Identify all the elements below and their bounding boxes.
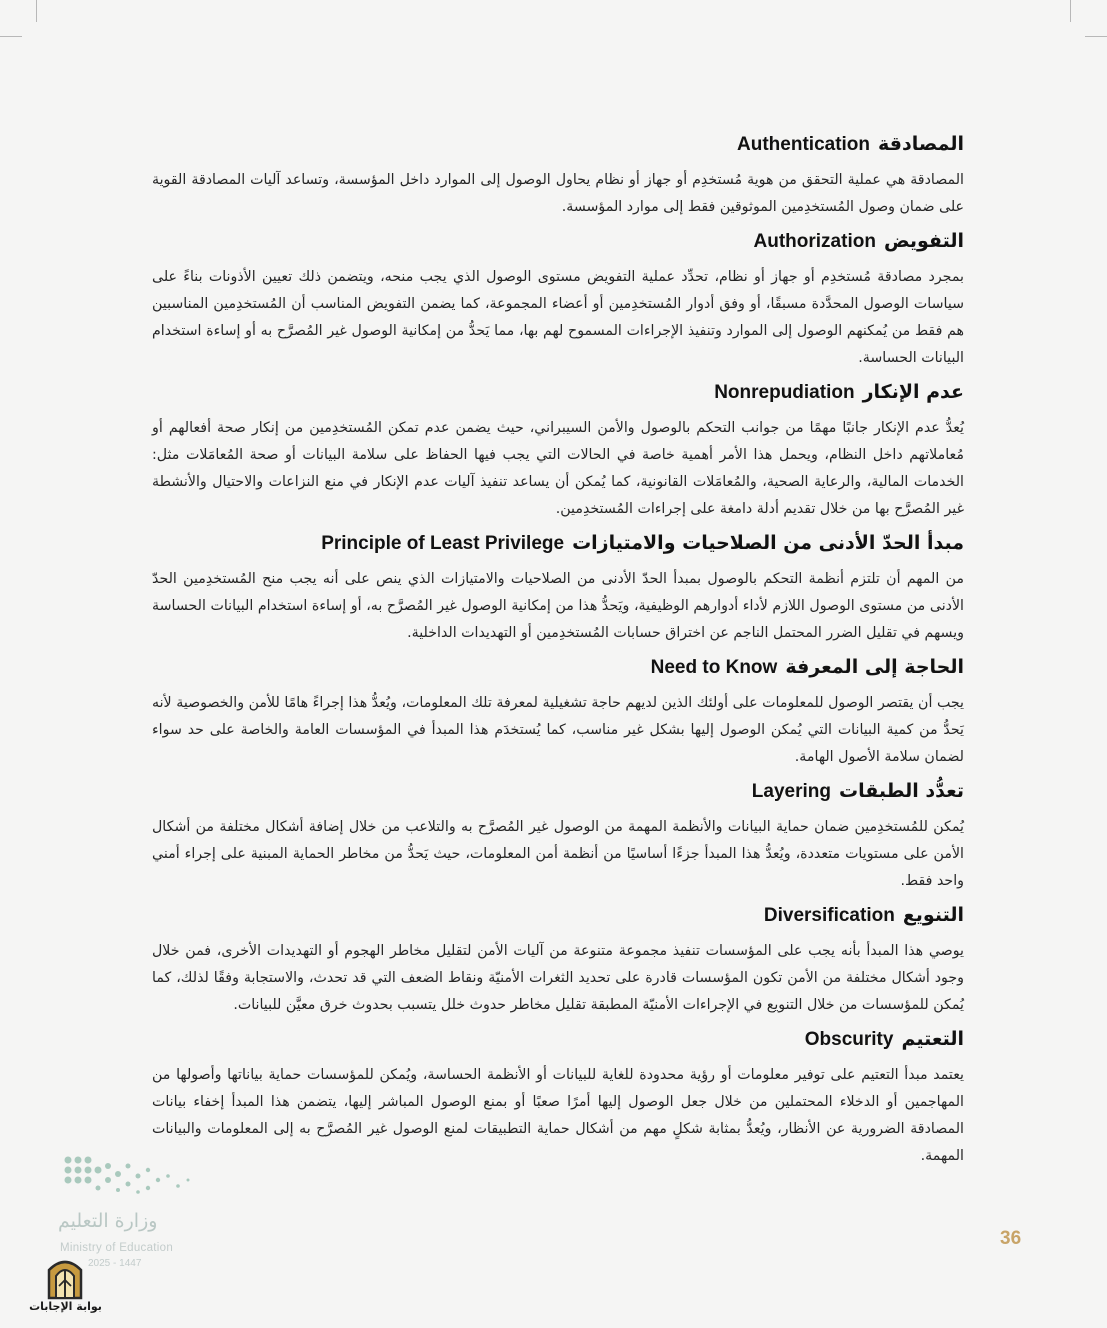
section-paragraph: يجب أن يقتصر الوصول للمعلومات على أولئك الذين لديهم حاجة تشغيلية لمعرفة تلك المعلومات، ويُعدُّ هذا إجراءً هامًا للأمن والخصوصية لأنه يَحدُّ من كمية البيانات التي يُمكن الوصول إليها بشكل غير مناسب، كما يُستخدَم هذا المبدأ في المؤسسات العامة والخاصة على حد سواء لضمان سلامة الأصول الهامة. [152,695,964,765]
section-nonrepudiation [152,376,964,523]
crop-mark [36,0,37,22]
section-paragraph: يوصي هذا المبدأ بأنه يجب على المؤسسات تنفيذ مجموعة متنوعة من آليات الأمن لتقليل مخاطر الهجوم أو التهديدات الأخرى، فمن خلال وجود أشكال مختلفة من الأمن تكون المؤسسات قادرة على تحديد الثغرات الأمنيّة ونقاط الضعف التي قد تحدث، والاستجابة وفقًا لذلك، كما يُمكن للمؤسسات من خلال التنويع في الإجراءات الأمنيّة المطبقة تقليل مخاطر حدوث خلل يتسبب بحدوث خرق معيَّن للبيانات. [152,943,964,1013]
crop-mark [0,36,22,37]
crop-mark [1070,0,1071,22]
section-authorization [152,225,964,372]
section-heading [152,775,964,808]
section-obscurity [152,1023,964,1170]
heading-arabic: تعدُّد الطبقات [838,780,964,802]
section-diversification [152,899,964,1019]
heading-english: Principle of Least Privilege [321,533,565,554]
heading-english: Obscurity [804,1029,894,1050]
section-heading [152,651,964,684]
section-layering [152,775,964,895]
section-paragraph: يُمكن للمُستخدِمين ضمان حماية البيانات والأنظمة المهمة من الوصول غير المُصرَّح به والتلاعب من خلال إضافة أشكال مختلفة من أشكال الأمن على مستويات متعددة، ويُعدُّ هذا المبدأ جزءًا أساسيًا من أنظمة أمن المعلومات، حيث يَحدُّ من مخاطر الحماية المبنية على إجراء أمني واحد فقط. [152,819,964,889]
heading-english: Nonrepudiation [714,382,855,403]
section-paragraph: بمجرد مصادقة مُستخدِم أو جهاز أو نظام، تحدِّد عملية التفويض مستوى الوصول الذي يجب منحه، ويتضمن ذلك تعيين الأذونات بناءً على سياسات الوصول المحدَّدة مسبقًا، أو وفق أدوار المُستخدِمين أو أعضاء المجموعة، كما يضمن التفويض المناسب أن المُستخدِمين المناسبين هم فقط من يُمكنهم الوصول إلى الموارد وتنفيذ الإجراءات المسموح لهم بها، مما يَحدُّ من إمكانية الوصول غير المُصرَّح به أو إساءة استخدام البيانات الحساسة. [152,269,964,366]
page-content [152,128,964,1174]
section-paragraph: يعتمد مبدأ التعتيم على توفير معلومات أو رؤية محدودة للغاية للبيانات أو الأنظمة الحساسة، ويُمكن للمؤسسات حماية بياناتها وأصولها من المهاجمين أو الدخلاء المحتملين من خلال جعل الوصول إليها أمرًا صعبًا أو بمنع الوصول المباشر إليها، يتضمن هذا المبدأ إخفاء بيانات المصادقة الضرورية عن الأنظار، ويُعدُّ بمثابة شكلٍ مهم من أشكال حماية التطبيقات لمنع الوصول غير المُصرَّح به إلى المعلومات والبيانات المهمة. [152,1067,964,1164]
ministry-arabic-name: وزارة التعليم [58,1210,158,1232]
heading-english: Diversification [763,905,895,926]
heading-arabic: التنويع [902,904,964,926]
portal-label: بوابة الإجابات [29,1300,102,1313]
ministry-dots-icon [60,1152,200,1202]
heading-arabic: المصادقة [878,133,964,155]
section-need-to-know [152,651,964,771]
ministry-logo [58,1152,203,1272]
section-paragraph: المصادقة هي عملية التحقق من هوية مُستخدِم أو جهاز أو نظام يحاول الوصول إلى الموارد داخل المؤسسة، وتساعد آليات المصادقة القوية على ضمان وصول المُستخدِمين الموثوقين فقط إلى موارد المؤسسة. [152,172,964,215]
section-paragraph: يُعدُّ عدم الإنكار جانبًا مهمًا من جوانب التحكم بالوصول والأمن السيبراني، حيث يضمن عدم تمكن المُستخدِمين من إنكار صحة أفعالهم أو مُعاملاتهم داخل النظام، ويحمل هذا الأمر أهمية خاصة في الحالات التي يجب فيها الحفاظ على سلامة البيانات أو صحة المُعامَلات مثل: الخدمات المالية، والرعاية الصحية، والمُعامَلات القانونية، كما يُمكن أن يساعد تنفيذ آليات عدم الإنكار في منع النزاعات والاحتيال والأنشطة غير المُصرَّح بها من خلال تقديم أدلة دامغة على إجراءات المُستخدِمين. [152,420,964,517]
crop-mark [1085,36,1107,37]
ministry-english-name: Ministry of Education [60,1242,174,1254]
page-number: 36 [1000,1228,1022,1249]
portal-emblem-icon [28,1256,103,1300]
heading-arabic: التفويض [883,230,964,252]
section-heading [152,376,964,409]
heading-arabic: التعتيم [901,1028,964,1050]
ministry-year: 2025 - 1447 [88,1258,142,1269]
heading-arabic: عدم الإنكار [862,381,964,403]
portal-badge [28,1256,103,1320]
section-heading [152,225,964,258]
heading-english: Authentication [737,134,871,155]
section-heading [152,899,964,932]
section-heading [152,527,964,560]
section-heading [152,1023,964,1056]
section-authentication [152,128,964,221]
heading-english: Layering [751,781,831,802]
section-least-privilege [152,527,964,647]
heading-arabic: الحاجة إلى المعرفة [785,656,964,678]
section-heading [152,128,964,161]
heading-arabic: مبدأ الحدّ الأدنى من الصلاحيات والامتيازات [572,532,964,554]
section-paragraph: من المهم أن تلتزم أنظمة التحكم بالوصول بمبدأ الحدّ الأدنى من الصلاحيات والامتيازات الذي ينص على أنه يجب منح المُستخدِمين الحدّ الأدنى من مستوى الوصول اللازم لأداء أدوارهم الوظيفية، ويَحدُّ هذا من إمكانية الوصول غير المُصرَّح به، أو إساءة استخدام البيانات الحساسة ويسهم في تقليل الضرر المحتمل الناجم عن اختراق حسابات المُستخدِمين أو التهديدات الداخلية. [152,571,964,641]
heading-english: Need to Know [650,657,778,678]
heading-english: Authorization [753,231,876,252]
